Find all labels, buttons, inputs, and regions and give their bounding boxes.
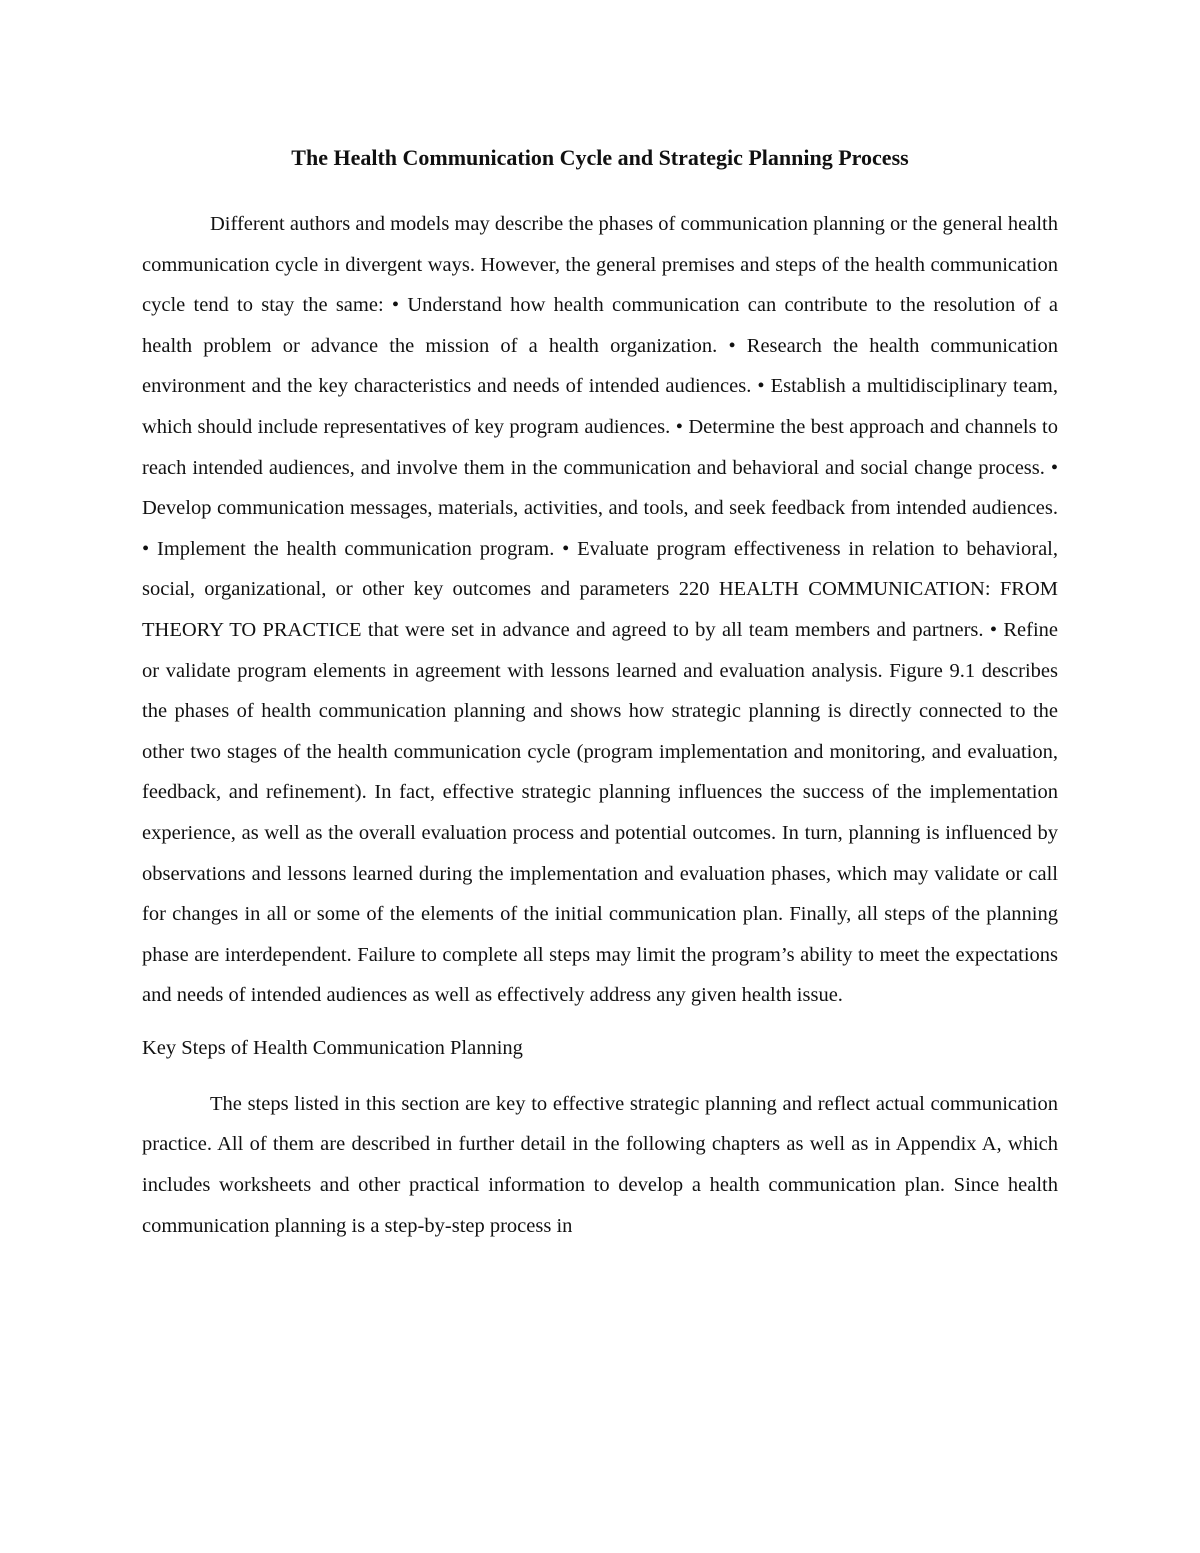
body-paragraph-2: The steps listed in this section are key to effective strategic planning and reflect actual communication practice. All of them are described in further detail in the following chapters as well as in Appendix A, which includes worksheets and other practical information to develop a health communication plan. Since health communication planning is a step-by-step process in xyxy=(142,1092,1058,1237)
section-heading: Key Steps of Health Communication Planning xyxy=(142,1036,523,1059)
body-paragraph-1: Different authors and models may describe the phases of communication planning or the general health communication cycle in divergent ways. However, the general premises and steps of the health communication cycle tend to stay the same: • Understand how health communication can contribute to the resolution of a health problem or advance the mission of a health organization. • Research the health communication environment and the key characteristics and needs of intended audiences. • Establish a multidisciplinary team, which should include representatives of key program audiences. • Determine the best approach and channels to reach intended audiences, and involve them in the communication and behavioral and social change process. • Develop communication messages, materials, activities, and tools, and seek feedback from intended audiences. • Implement the health communication program. • Evaluate program effectiveness in relation to behavioral, social, organizational, or other key outcomes and parameters 220 HEALTH COMMUNICATION: FROM THEORY TO PRACTICE that were set in advance and agreed to by all team members and partners. • Refine or validate program elements in agreement with lessons learned and evaluation analysis. Figure 9.1 describes the phases of health communication planning and shows how strategic planning is directly connected to the other two stages of the health communication cycle (program implementation and monitoring, and evaluation, feedback, and refinement). In fact, effective strategic planning influences the success of the implementation experience, as well as the overall evaluation process and potential outcomes. In turn, planning is influenced by observations and lessons learned during the implementation and evaluation phases, which may validate or call for changes in all or some of the elements of the initial communication plan. Finally, all steps of the planning phase are interdependent. Failure to complete all steps may limit the program’s ability to meet the expectations and needs of intended audiences as well as effectively address any given health issue. xyxy=(142,213,1058,1007)
document-title: The Health Communication Cycle and Strategic Planning Process xyxy=(291,145,909,170)
document-page xyxy=(142,140,1058,1246)
